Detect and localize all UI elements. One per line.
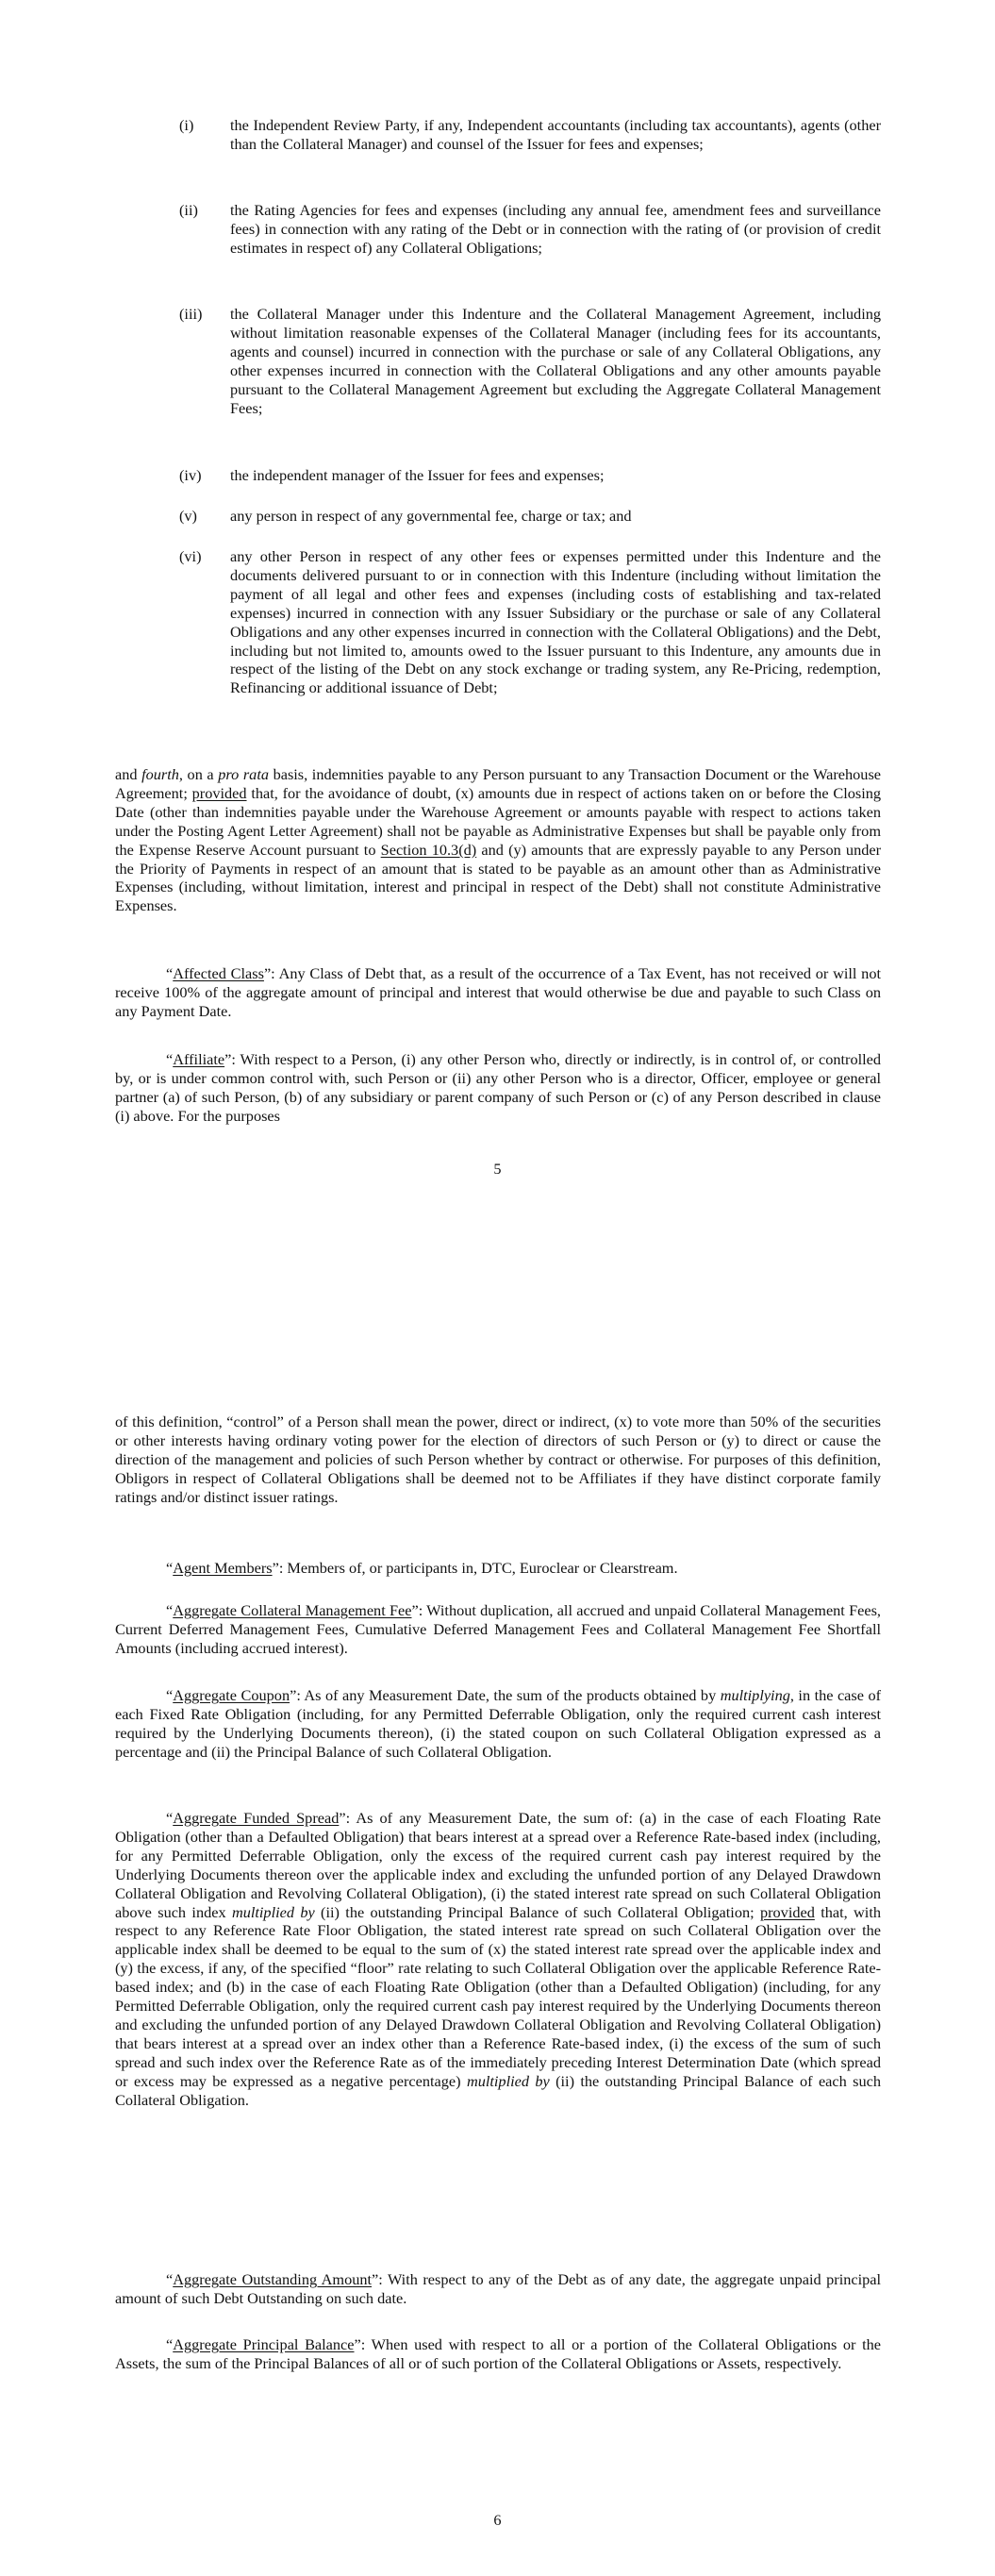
item-number: (iv)	[179, 466, 202, 484]
italic-term: multiplied by	[466, 2071, 550, 2090]
italic-term: fourth	[141, 765, 179, 783]
definition-agent-members	[115, 1559, 881, 1578]
underlined-term: provided	[759, 1902, 815, 1921]
definition-affiliate	[115, 1050, 881, 1126]
definition-text: ”: As of any Measurement Date, the sum of the products obtained by	[290, 1686, 721, 1704]
definition-text: ”: With respect to a Person, (i) any other Person who, directly or indirectly, is in control of, or controlled by, or is under common control with, such Person or (ii) any other Person who is a director, Officer, employee or general partner (a) of such Person, (b) of any subsidiary or parent company of such Person or (c) of any Person described in clause (i) above. For the purposes	[115, 1050, 881, 1125]
text-run: and (y) amounts that are expressly payable to any Person under the Priority of Payments in respect of an amount that is stated to be payable as an amount other than as Administrative Expenses (including, without limitation, interest and principal in respect of the Debt) shall not constitute Administrative Expenses.	[115, 840, 881, 915]
defined-term: Aggregate Coupon	[173, 1686, 290, 1704]
section-reference: Section 10.3(d)	[380, 840, 477, 859]
quote-mark: “	[166, 2270, 174, 2288]
fourth-paragraph	[115, 765, 881, 915]
item-number: (v)	[179, 507, 197, 525]
definition-aggregate-coupon	[115, 1686, 881, 1762]
list-item	[179, 547, 881, 697]
text-run: and	[115, 765, 142, 783]
item-text: the Collateral Manager under this Indenture and the Collateral Management Agreement, including without limitation reasonable expenses of the Collateral Manager (including fees for its accountants, agents and counsel) incurred in connection with the purchase or sale of any Collateral Obligations, any other expenses incurred in connection with the Collateral Obligations and any other amounts payable pursuant to the Collateral Management Agreement but excluding the Aggregate Collateral Management Fees;	[230, 305, 881, 417]
continuation-paragraph: of this definition, “control” of a Person shall mean the power, direct or indirect, (x) to vote more than 50% of the securities or other interests having ordinary voting power for the election of directors of such Person or (y) to direct or cause the direction of the management and policies of such Person whether by contract or otherwise. For purposes of this definition, Obligors in respect of Collateral Obligations shall be deemed not to be Affiliates if they have distinct corporate family ratings and/or distinct issuer ratings.	[115, 1413, 881, 1506]
definition-text: , in the case of each Fixed Rate Obligation (including, for any Permitted Deferrable Obligation, only the required current cash interest required by the Underlying Documents thereon), (i) the stated coupon on such Collateral Obligation expressed as a percentage and (ii) the Principal Balance of such Collateral Obligation.	[115, 1686, 882, 1761]
list-item	[179, 305, 881, 417]
definition-text: ”: With respect to any of the Debt as of any date, the aggregate unpaid principal amount of such Debt Outstanding on such date.	[115, 2270, 881, 2307]
quote-mark: “	[166, 2335, 174, 2353]
definition-text: ”: Members of, or participants in, DTC, Euroclear or Clearstream.	[272, 1559, 678, 1577]
text-run: , on a	[178, 765, 219, 783]
text-run: that, for the avoidance of doubt, (x) amounts due in respect of actions taken on or before the Closing Date (other than indemnities payable under the Warehouse Agreement or amounts payable with respect to actions taken under the Posting Agent Letter Agreement) shall not be payable as Administrative Expenses but shall be payable only from the Expense Reserve Account pursuant to	[115, 783, 882, 859]
quote-mark: “	[166, 1809, 174, 1827]
defined-term: Aggregate Collateral Management Fee	[173, 1601, 412, 1619]
item-number: (i)	[179, 116, 194, 134]
defined-term: Aggregate Funded Spread	[173, 1809, 340, 1827]
defined-term: Affiliate	[173, 1050, 225, 1068]
definition-text: ”: Without duplication, all accrued and unpaid Collateral Management Fees, Current Deferred Management Fees, Cumulative Deferred Management Fees and Collateral Management Fee Shortfall Amounts (including accrued interest).	[115, 1601, 881, 1657]
item-text: the independent manager of the Issuer for fees and expenses;	[230, 466, 605, 484]
page-number: 6	[493, 2511, 502, 2529]
item-number: (vi)	[179, 547, 202, 565]
definition-text: ”: When used with respect to all or a portion of the Collateral Obligations or the Assets, the sum of the Principal Balances of all or of such portion of the Collateral Obligations or Assets, respectively.	[115, 2335, 881, 2372]
defined-term: Aggregate Outstanding Amount	[173, 2270, 373, 2288]
underlined-term: provided	[191, 783, 247, 802]
quote-mark: “	[166, 1686, 174, 1704]
italic-term: multiplied by	[231, 1902, 315, 1921]
list-item	[179, 116, 881, 154]
item-text: any other Person in respect of any other fees or expenses permitted under this Indenture and the documents delivered pursuant to or in connection with this Indenture (including without limitation the payment of all legal and other fees and expenses (including costs of establishing and tax-related expenses) incurred in connection with any Issuer Subsidiary or the purchase or sale of any Collateral Obligations and any other expenses incurred in connection with the Collateral Obligations) and the Debt, including but not limited to, amounts owed to the Issuer pursuant to this Indenture, any amounts due in respect of the listing of the Debt on any stock exchange or trading system, any Re-Pricing, redemption, Refinancing or additional issuance of Debt;	[230, 547, 881, 697]
item-number: (ii)	[179, 201, 198, 219]
list-item	[179, 507, 881, 526]
definition-aggregate-outstanding-amount	[115, 2270, 881, 2308]
item-number: (iii)	[179, 305, 203, 323]
definition-aggregate-collateral-management-fee	[115, 1601, 881, 1658]
italic-term: multiplying	[720, 1686, 790, 1704]
item-text: the Rating Agencies for fees and expenses (including any annual fee, amendment fees and surveillance fees) in connection with any rating of the Debt or in connection with the rating of (or provision of credit estimates in respect of) any Collateral Obligations;	[230, 201, 881, 257]
text-run: basis, indemnities payable to any Person pursuant to any Transaction Document or the Warehouse Agreement;	[115, 765, 882, 802]
definition-text: ”: Any Class of Debt that, as a result of the occurrence of a Tax Event, has not received or will not receive 100% of the aggregate amount of principal and interest that would otherwise be due and payable to such Class on any Payment Date.	[115, 964, 881, 1020]
quote-mark: “	[166, 964, 174, 982]
quote-mark: “	[166, 1601, 174, 1619]
defined-term: Aggregate Principal Balance	[173, 2335, 355, 2353]
defined-term: Affected Class	[173, 964, 264, 982]
definition-text: ”: As of any Measurement Date, the sum of: (a) in the case of each Floating Rate Obligation (other than a Defaulted Obligation) that bears interest at a spread over a Reference Rate-based index (including, for any Permitted Deferrable Obligation, only the excess of the required current cash pay interest required by the Underlying Documents thereon over the applicable index and excluding the unfunded portion of any Delayed Drawdown Collateral Obligation and Revolving Collateral Obligation), (i) the stated interest rate spread on such Collateral Obligation above such index	[115, 1809, 881, 1921]
italic-term: pro rata	[218, 765, 269, 783]
quote-mark: “	[166, 1050, 174, 1068]
definition-affected-class	[115, 964, 881, 1021]
item-text: the Independent Review Party, if any, Independent accountants (including tax accountants), agents (other than the Collateral Manager) and counsel of the Issuer for fees and expenses;	[230, 116, 881, 153]
definition-text: that, with respect to any Reference Rate Floor Obligation, the stated interest rate spread on such Collateral Obligation over the applicable index shall be deemed to be equal to the sum of (x) the stated interest rate spread over the applicable index and (y) the excess, if any, of the specified “floor” rate relating to such Collateral Obligation over the applicable Reference Rate-based index; and (b) in the case of each Floating Rate Obligation (other than a Defaulted Obligation) (including, for any Permitted Deferrable Obligation, only the required current cash pay interest required by the Underlying Documents thereon and excluding the unfunded portion of any Delayed Drawdown Collateral Obligation and Revolving Collateral Obligation) that bears interest at a spread over an index other than a Reference Rate-based index, (i) the excess of the sum of such spread and such index over the Reference Rate as of the immediately preceding Interest Determination Date (which spread or excess may be expressed as a negative percentage)	[115, 1902, 881, 2090]
definition-aggregate-principal-balance	[115, 2335, 881, 2373]
definition-aggregate-funded-spread	[115, 1809, 881, 2110]
quote-mark: “	[166, 1559, 174, 1577]
item-text: any person in respect of any governmental fee, charge or tax; and	[230, 507, 632, 525]
defined-term: Agent Members	[173, 1559, 273, 1577]
definition-text: (ii) the outstanding Principal Balance of each such Collateral Obligation.	[115, 2071, 881, 2109]
page-6	[0, 1321, 995, 2576]
page-number: 5	[493, 1160, 502, 1178]
list-item	[179, 466, 881, 485]
list-item	[179, 201, 881, 258]
definition-text: (ii) the outstanding Principal Balance of such Collateral Obligation;	[314, 1902, 760, 1921]
